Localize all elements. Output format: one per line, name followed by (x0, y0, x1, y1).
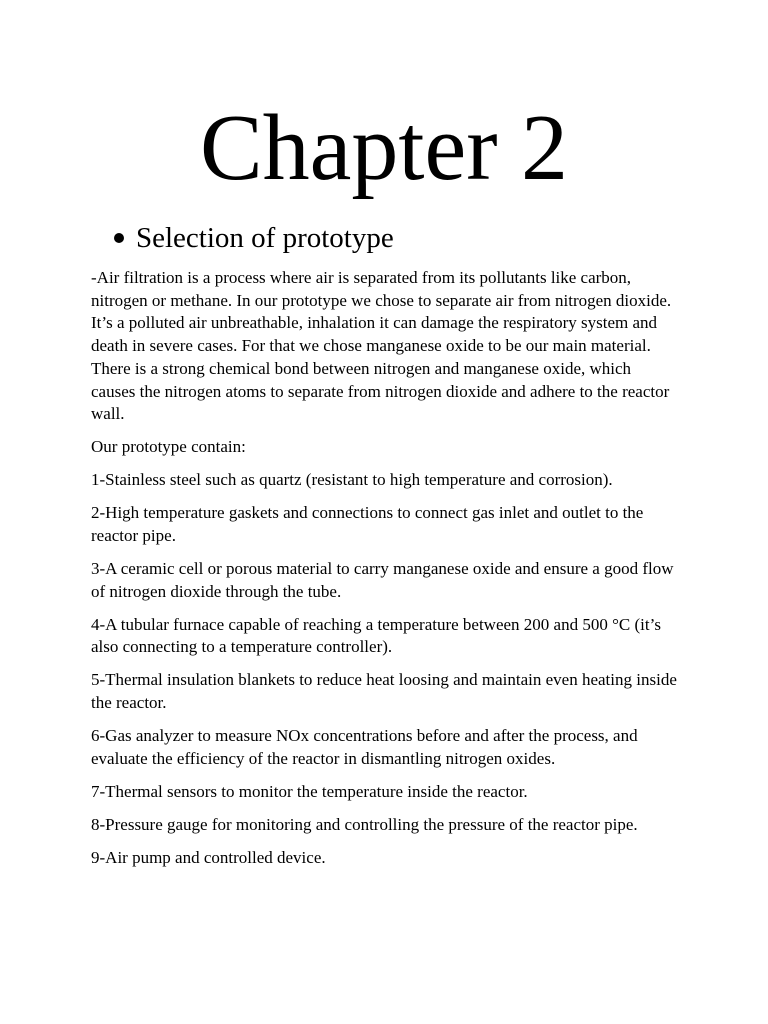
intro-paragraph: -Air filtration is a process where air is separated from its pollutants like carbon, nitrogen or methane. In our prototype we chose to separate air from nitrogen dioxide. It’s a polluted air unbreathable, inhalation it can damage the respiratory system and death in severe cases. For that we chose manganese oxide to be our main material. There is a strong chemical bond between nitrogen and manganese oxide, which causes the nitrogen atoms to separate from nitrogen dioxide and adhere to the reactor wall. (91, 268, 672, 424)
list-item-6: 6-Gas analyzer to measure NOx concentrations before and after the process, and evaluate the efficiency of the reactor in dismantling nitrogen oxides. (91, 726, 638, 768)
list-item-2: 2-High temperature gaskets and connections to connect gas inlet and outlet to the reactor pipe. (91, 503, 644, 545)
list-item-5: 5-Thermal insulation blankets to reduce heat loosing and maintain even heating inside the reactor. (91, 670, 677, 713)
list-item-3: 3-A ceramic cell or porous material to carry manganese oxide and ensure a good flow of nitrogen dioxide through the tube. (91, 558, 674, 601)
body-text (91, 267, 677, 880)
section-heading (112, 218, 394, 258)
list-item-1: 1-Stainless steel such as quartz (resistant to high temperature and corrosion). (91, 470, 613, 490)
chapter-title: Chapter 2 (199, 96, 569, 200)
list-item-8: 8-Pressure gauge for monitoring and controlling the pressure of the reactor pipe. (91, 814, 638, 834)
list-item-9: 9-Air pump and controlled device. (91, 847, 326, 867)
bullet-dot (114, 233, 124, 243)
contains-paragraph: Our prototype contain: (91, 437, 246, 457)
section-heading-text: Selection of prototype (136, 222, 394, 254)
list-item-7: 7-Thermal sensors to monitor the temperature inside the reactor. (91, 781, 528, 801)
list-item-4: 4-A tubular furnace capable of reaching a temperature between 200 and 500 °C (it’s also connecting to a temperature controller). (91, 614, 661, 657)
